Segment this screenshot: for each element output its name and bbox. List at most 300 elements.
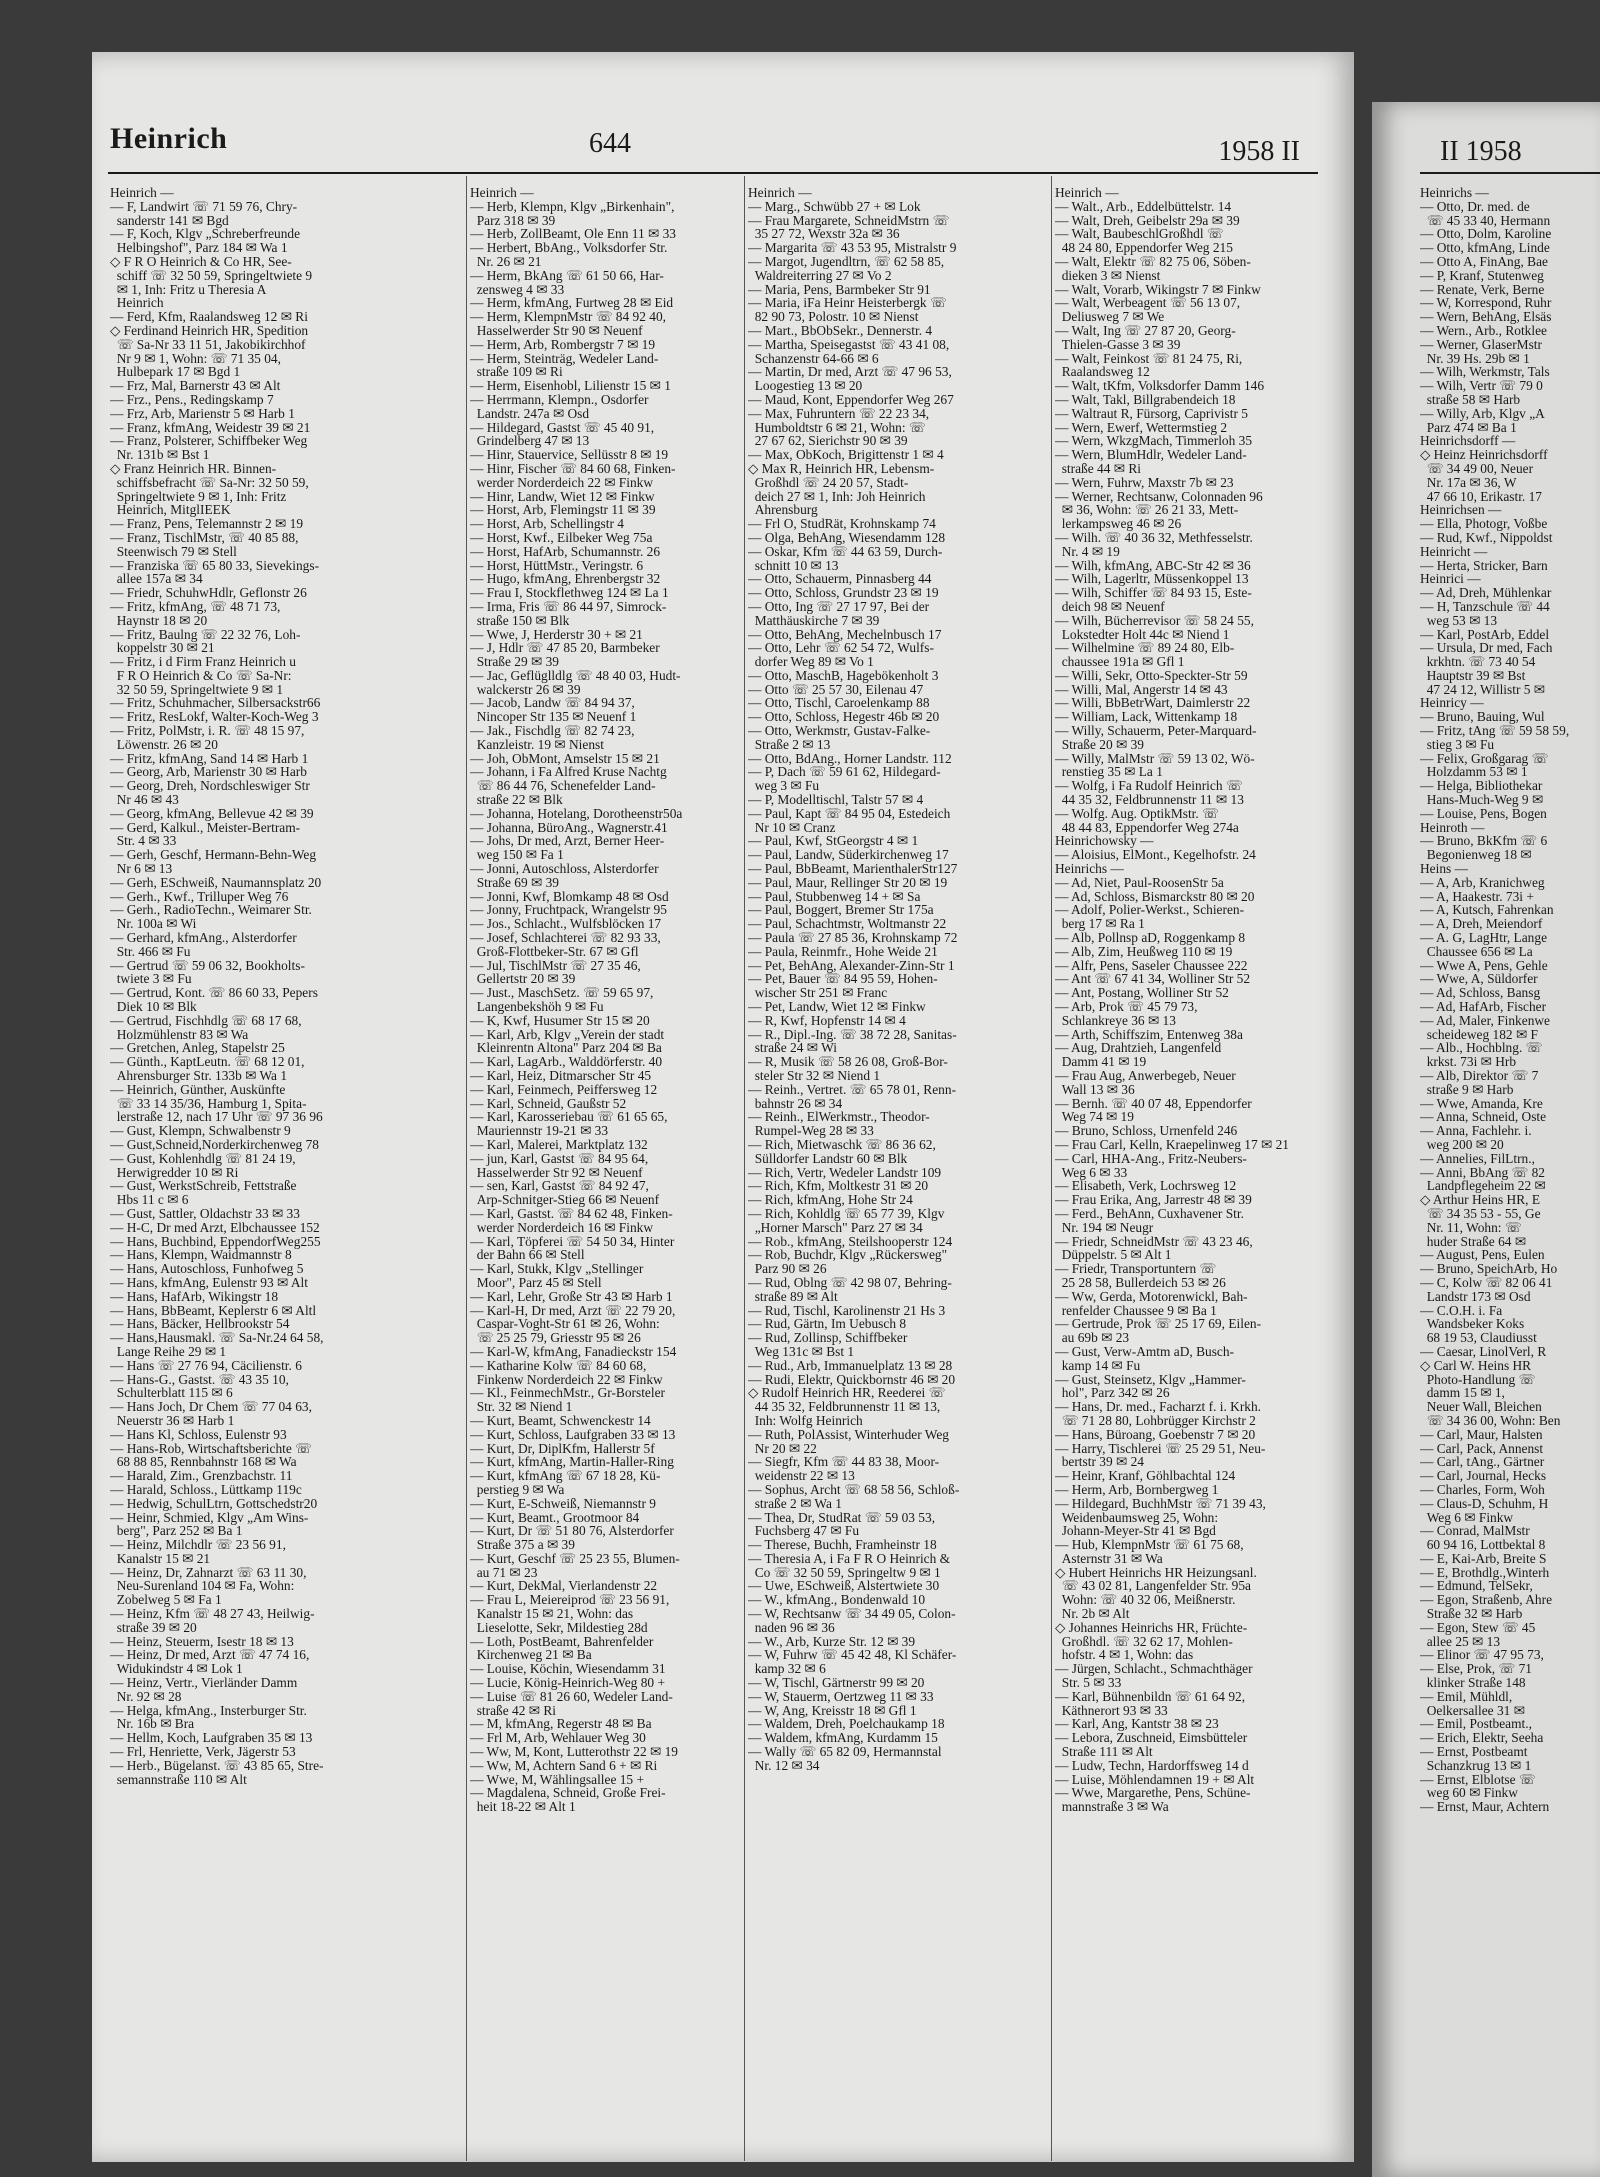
directory-entry-line: — Wern, Fuhrw, Maxstr 7b ✉ 23 — [1055, 474, 1234, 490]
directory-entry-line: — Günth., KaptLeutn. ☏ 68 12 01, — [110, 1054, 305, 1070]
directory-entry-line: naden 96 ✉ 36 — [748, 1619, 835, 1635]
directory-entry-line: — Uwe, ESchweiß, Alstertwiete 30 — [748, 1578, 940, 1594]
directory-entry-line: — Wilhelmine ☏ 89 24 80, Elb- — [1055, 640, 1235, 656]
directory-entry-line: — Wilh. ☏ 40 36 32, Methfesselstr. — [1055, 529, 1253, 545]
directory-entry-line: — Carl, Maur, Halsten — [1420, 1426, 1543, 1442]
directory-entry-line: schiffsbefracht ☏ Sa-Nr: 32 50 59, — [110, 474, 309, 490]
directory-entry-line: — Gerd, Kalkul., Meister-Bertram- — [110, 819, 301, 835]
directory-entry-line: — Walt, BaubeschlGroßhdl ☏ — [1055, 226, 1224, 242]
directory-entry-line: — Karl-W, kfmAng, Fanadieckstr 154 — [470, 1343, 677, 1359]
directory-entry-line: Heinroth — — [1420, 819, 1485, 835]
directory-entry-line: au 69b ✉ 23 — [1055, 1330, 1130, 1346]
directory-entry-line: — Hans, kfmAng, Eulenstr 93 ✉ Alt — [110, 1274, 308, 1290]
directory-entry-line: — Fritz, kfmAng, Sand 14 ✉ Harb 1 — [110, 750, 309, 766]
directory-entry-line: straße 39 ✉ 20 — [110, 1619, 197, 1635]
directory-entry-line: Heinrichowsky — — [1055, 833, 1154, 849]
directory-entry-line: Holzdamm 53 ✉ 1 — [1420, 764, 1528, 780]
directory-entry-line: Heinrich — — [110, 186, 174, 200]
directory-entry-line: — Paul, Landw, Süderkirchenweg 17 — [748, 847, 949, 863]
directory-entry-line: — Just., MaschSetz. ☏ 59 65 97, — [470, 985, 654, 1001]
directory-entry-line: — Rich, Kfm, Moltkestr 31 ✉ 20 — [748, 1178, 929, 1194]
directory-entry-line: — Walt, Feinkost ☏ 81 24 75, Ri, — [1055, 350, 1243, 366]
directory-entry-line: — Lucie, König-Heinrich-Weg 80 + — [470, 1675, 666, 1691]
page-number: 644 — [589, 128, 631, 159]
directory-entry-line: Parz 474 ✉ Ba 1 — [1420, 419, 1517, 435]
directory-entry-line: Nr 20 ✉ 22 — [748, 1440, 817, 1456]
directory-entry-line: — Hellm, Koch, Laufgraben 35 ✉ 13 — [110, 1730, 313, 1746]
directory-entry-line: — Gertrud, Fischhdlg ☏ 68 17 68, — [110, 1012, 302, 1028]
directory-entry-line: Wandsbeker Koks — [1420, 1316, 1525, 1332]
directory-entry-line: ☏ 43 02 81, Langenfelder Str. 95a — [1055, 1578, 1251, 1594]
directory-entry-line: — W, Stauerm, Oertzweg 11 ✉ 33 — [748, 1688, 934, 1704]
directory-entry-line: koppelstr 30 ✉ 21 — [110, 640, 215, 656]
directory-entry-line: — P, Kranf, Stutenweg — [1420, 267, 1544, 283]
directory-entry-line: Schulterblatt 115 ✉ 6 — [110, 1385, 233, 1401]
directory-entry-line: deich 27 ✉ 1, Inh: Joh Heinrich — [748, 488, 926, 504]
directory-entry-line: — Wwe, A, Süldorfer — [1420, 971, 1538, 987]
directory-entry-line: — Heinz, Kfm ☏ 48 27 43, Heilwig- — [110, 1606, 315, 1622]
right-page-year: II 1958 — [1440, 136, 1522, 167]
directory-entry-line: Chaussee 656 ✉ La — [1420, 943, 1533, 959]
directory-entry-line: Schanzenstr 64-66 ✉ 6 — [748, 350, 879, 366]
directory-entry-line: — Wwe, Margarethe, Pens, Schüne- — [1055, 1785, 1251, 1801]
directory-entry-line: — Rud, Kwf., Nippoldst — [1420, 529, 1553, 545]
directory-entry-line: — Kurt, DekMal, Vierlandenstr 22 — [470, 1578, 658, 1594]
directory-entry-line: Zobelweg 5 ✉ Fa 1 — [110, 1592, 222, 1608]
directory-entry-line: — Anna, Fachlehr. i. — [1420, 1123, 1532, 1139]
directory-entry-line: Parz 90 ✉ 26 — [748, 1261, 827, 1277]
directory-entry-line: Heinrichs — — [1055, 861, 1124, 877]
directory-entry-line: — Wilh, Schiffer ☏ 84 93 15, Este- — [1055, 585, 1252, 601]
directory-entry-line: — Wilh, Werkmstr, Tals — [1420, 364, 1550, 380]
directory-entry-line: Nr. 39 Hs. 29b ✉ 1 — [1420, 350, 1530, 366]
directory-entry-line: — Bruno, SpeichArb, Ho — [1420, 1261, 1558, 1277]
directory-entry-line: — Kurt, Dr, DiplKfm, Hallerstr 5f — [470, 1440, 655, 1456]
directory-entry-line: — Carl, tAng., Gärtner — [1420, 1454, 1545, 1470]
directory-entry-line: — Hans,Hausmakl. ☏ Sa-Nr.24 64 58, — [110, 1330, 324, 1346]
directory-entry-line: — Karl, Karosseriebau ☏ 61 65 65, — [470, 1109, 668, 1125]
directory-entry-line: Lokstedter Holt 44c ✉ Niend 1 — [1055, 626, 1230, 642]
directory-entry-line: — Hans Kl, Schloss, Eulenstr 93 — [110, 1426, 287, 1442]
directory-entry-line: — Ad, Niet, Paul-RoosenStr 5a — [1055, 874, 1224, 890]
directory-entry-line: — Aug, Drahtzieh, Langenfeld — [1055, 1040, 1222, 1056]
directory-entry-line: — Alb, Zim, Heußweg 110 ✉ 19 — [1055, 943, 1233, 959]
directory-entry-line: — Hugo, kfmAng, Ehrenbergstr 32 — [470, 571, 661, 587]
directory-entry-line: — Kurt, Beamt, Schwenckestr 14 — [470, 1412, 651, 1428]
directory-entry-line: 82 90 73, Polostr. 10 ✉ Nienst — [748, 309, 919, 325]
directory-entry-line: ◇ Hubert Heinrichs HR Heizungsanl. — [1055, 1564, 1257, 1580]
directory-entry-line: Straße 375 a ✉ 39 — [470, 1537, 575, 1553]
directory-entry-line: — Kurt, Dr ☏ 51 80 76, Alsterdorfer — [470, 1523, 674, 1539]
directory-entry-line: Großhdl. ☏ 32 62 17, Mohlen- — [1055, 1633, 1233, 1649]
directory-entry-line: — Paul, Kapt ☏ 84 95 04, Estedeich — [748, 805, 951, 821]
directory-entry-line: twiete 3 ✉ Fu — [110, 971, 192, 987]
directory-entry-line: Damm 41 ✉ 19 — [1055, 1054, 1147, 1070]
directory-entry-line: — Sophus, Archt ☏ 68 58 56, Schloß- — [748, 1481, 960, 1497]
directory-entry-line: — Mart., BbObSekr., Dennerstr. 4 — [748, 322, 933, 338]
directory-entry-line: — Pet, Bauer ☏ 84 95 59, Hohen- — [748, 971, 938, 987]
page-title: Heinrich — [110, 122, 228, 155]
directory-entry-line: — Ant ☏ 67 41 34, Wolliner Str 52 — [1055, 971, 1251, 987]
directory-entry-line: — Thea, Dr, StudRat ☏ 59 03 53, — [748, 1509, 936, 1525]
directory-entry-line: — P, Modelltischl, Talstr 57 ✉ 4 — [748, 792, 924, 808]
directory-entry-line: — Georg, Dreh, Nordschleswiger Str — [110, 778, 310, 794]
directory-entry-line: — Hans-G., Gastst. ☏ 43 35 10, — [110, 1371, 289, 1387]
directory-entry-line: — Wwe, Amanda, Kre — [1420, 1095, 1543, 1111]
directory-entry-line: — William, Lack, Wittenkamp 18 — [1055, 709, 1238, 725]
directory-entry-line: — P, Dach ☏ 59 61 62, Hildegard- — [748, 764, 941, 780]
directory-entry-line: Hans-Much-Weg 9 ✉ — [1420, 792, 1544, 808]
directory-entry-line: berg", Parz 252 ✉ Ba 1 — [110, 1523, 243, 1539]
directory-entry-line: straße 42 ✉ Ri — [470, 1702, 556, 1718]
directory-entry-line: ◇ Franz Heinrich HR. Binnen- — [110, 460, 277, 476]
directory-entry-line: — Rich, Vertr, Wedeler Landstr 109 — [748, 1164, 942, 1180]
directory-entry-line: — Herm, Eisenhobl, Lilienstr 15 ✉ 1 — [470, 378, 671, 394]
directory-entry-line: — August, Pens, Eulen — [1420, 1247, 1545, 1263]
directory-entry-line: Matthäuskirche 7 ✉ 39 — [748, 612, 880, 628]
directory-entry-line: — Fritz, Baulng ☏ 22 32 76, Loh- — [110, 626, 301, 642]
directory-entry-line: — Frl, Henriette, Verk, Jägerstr 53 — [110, 1744, 296, 1760]
directory-entry-line: Begonienweg 18 ✉ — [1420, 847, 1532, 863]
directory-entry-line: — Johanna, Hotelang, Dorotheenstr50a — [470, 805, 683, 821]
directory-entry-line: — Otto A, FinAng, Bae — [1420, 253, 1548, 269]
directory-entry-line: — Fritz, Schuhmacher, Silbersackstr66 — [110, 695, 321, 711]
directory-entry-line: — Caesar, LinolVerl, R — [1420, 1343, 1547, 1359]
directory-entry-line: Löwenstr. 26 ✉ 20 — [110, 736, 218, 752]
directory-entry-line: — Paul, Maur, Rellinger Str 20 ✉ 19 — [748, 874, 948, 890]
directory-entry-line: Nr 9 ✉ 1, Wohn: ☏ 71 35 04, — [110, 350, 281, 366]
directory-entry-line: sanderstr 141 ✉ Bgd — [110, 212, 229, 228]
directory-entry-line: — Ernst, Postbeamt — [1420, 1744, 1528, 1760]
directory-entry-line: — Frau I, Stockflethweg 124 ✉ La 1 — [470, 585, 669, 601]
directory-entry-line: — F, Landwirt ☏ 71 59 76, Chry- — [110, 198, 298, 214]
directory-entry-line: — Walt, tKfm, Volksdorfer Damm 146 — [1055, 378, 1265, 394]
directory-entry-line: allee 25 ✉ 13 — [1420, 1633, 1501, 1649]
directory-entry-line: ◇ Johannes Heinrichs HR, Früchte- — [1055, 1619, 1248, 1635]
directory-entry-line: — Hub, KlempnMstr ☏ 61 75 68, — [1055, 1537, 1244, 1553]
directory-entry-line: ☏ 34 35 53 - 55, Ge — [1420, 1205, 1541, 1221]
directory-entry-line: — Frl M, Arb, Wehlauer Weg 30 — [470, 1730, 646, 1746]
directory-entry-line: — Fritz, i d Firm Franz Heinrich u — [110, 654, 296, 670]
directory-entry-line: Käthnerort 93 ✉ 33 — [1055, 1702, 1168, 1718]
directory-entry-line: — Margarita ☏ 43 53 95, Mistralstr 9 — [748, 240, 957, 256]
directory-entry-line: — Herm, BkAng ☏ 61 50 66, Har- — [470, 267, 664, 283]
directory-entry-line: Ahrensburg — [748, 502, 818, 518]
directory-entry-line: — Herb, ZollBeamt, Ole Enn 11 ✉ 33 — [470, 226, 676, 242]
directory-entry-line: — W., kfmAng., Bondenwald 10 — [748, 1592, 926, 1608]
directory-entry-line: — Willi, BbBetrWart, Daimlerstr 22 — [1055, 695, 1251, 711]
directory-entry-line: Nr. 4 ✉ 19 — [1055, 543, 1120, 559]
directory-entry-line: ◇ Ferdinand Heinrich HR, Spedition — [110, 322, 309, 338]
directory-entry-line: Hauptstr 39 ✉ Bst — [1420, 667, 1526, 683]
directory-entry-line: — Hans, HafArb, Wikingstr 18 — [110, 1288, 279, 1304]
directory-entry-line: krkhtn. ☏ 73 40 54 — [1420, 654, 1536, 670]
directory-entry-line: — Harald, Zim., Grenzbachstr. 11 — [110, 1468, 293, 1484]
directory-entry-line: semannstraße 110 ✉ Alt — [110, 1771, 247, 1787]
directory-entry-line: — Herrmann, Klempn., Osdorfer — [470, 391, 649, 407]
directory-entry-line: — Johs, Dr med, Arzt, Berner Heer- — [470, 833, 665, 849]
directory-entry-line: renstieg 35 ✉ La 1 — [1055, 764, 1163, 780]
directory-entry-line: — Johann, i Fa Alfred Kruse Nachtg — [470, 764, 667, 780]
directory-entry-line: — Gerh, Geschf, Hermann-Behn-Weg — [110, 847, 317, 863]
directory-entry-line: — Hildegard, BuchhMstr ☏ 71 39 43, — [1055, 1495, 1266, 1511]
directory-entry-line: — Heinz, Milchdlr ☏ 23 56 91, — [110, 1537, 286, 1553]
directory-entry-line: — Waldem, Dreh, Poelchaukamp 18 — [748, 1716, 945, 1732]
directory-entry-line: — Ursula, Dr med, Fach — [1420, 640, 1553, 656]
directory-entry-line: — Heinz, Dr, Zahnarzt ☏ 63 11 30, — [110, 1564, 307, 1580]
directory-entry-line: — Walt, Dreh, Geibelstr 29a ✉ 39 — [1055, 212, 1240, 228]
directory-entry-line: Straße 29 ✉ 39 — [470, 654, 559, 670]
directory-entry-line: — Adolf, Polier-Werkst., Schieren- — [1055, 902, 1245, 918]
directory-entry-line: straße 9 ✉ Harb — [1420, 1081, 1514, 1097]
directory-entry-line: — Gust, WerkstSchreib, Fettstraße — [110, 1178, 297, 1194]
directory-entry-line: — Reinh., ElWerkmstr., Theodor- — [748, 1109, 930, 1125]
directory-entry-line: — Elinor ☏ 47 95 73, — [1420, 1647, 1544, 1663]
directory-entry-line: Sülldorfer Landstr 60 ✉ Blk — [748, 1150, 908, 1166]
directory-entry-line: Parz 318 ✉ 39 — [470, 212, 556, 228]
directory-entry-line: Straße 2 ✉ 13 — [748, 736, 831, 752]
directory-entry-line: — Maria, iFa Heinr Heisterbergk ☏ — [748, 295, 947, 311]
directory-entry-line: — Kurt, E-Schweiß, Niemannstr 9 — [470, 1495, 656, 1511]
directory-entry-line: — Jürgen, Schlacht., Schmachthäger — [1055, 1661, 1253, 1677]
directory-entry-line: allee 157a ✉ 34 — [110, 571, 203, 587]
directory-entry-line: — Annelies, FilLtrn., — [1420, 1150, 1539, 1166]
directory-entry-line: — Hans-Rob, Wirtschaftsberichte ☏ — [110, 1440, 312, 1456]
directory-entry-line: — Gust, Klempn, Schwalbenstr 9 — [110, 1123, 291, 1139]
directory-entry-line: Hasselwerder Str 90 ✉ Neuenf — [470, 322, 643, 338]
directory-entry-line: — Werner, GlaserMstr — [1420, 336, 1542, 352]
directory-entry-line: — Gertrud, Kont. ☏ 86 60 33, Pepers — [110, 985, 318, 1001]
directory-entry-line: Ahrensburger Str. 133b ✉ Wa 1 — [110, 1068, 288, 1083]
directory-entry-line: ☏ 86 44 76, Schenefelder Land- — [470, 778, 656, 794]
directory-entry-line: steler Str 32 ✉ Niend 1 — [748, 1068, 881, 1083]
directory-entry-line: Holzmühlenstr 83 ✉ Wa — [110, 1026, 249, 1042]
directory-column-1 — [110, 186, 460, 2161]
directory-entry-line: straße 2 ✉ Wa 1 — [748, 1495, 842, 1511]
directory-entry-line: — Wern, Ewerf, Wettermstieg 2 — [1055, 419, 1228, 435]
directory-entry-line: — Herm, Arb, Rombergstr 7 ✉ 19 — [470, 336, 656, 352]
directory-entry-line: — Paula, Reinmfr., Hohe Weide 21 — [748, 943, 938, 959]
directory-entry-line: — Kurt, kfmAng ☏ 67 18 28, Kü- — [470, 1468, 661, 1484]
directory-entry-line: straße 44 ✉ Ri — [1055, 460, 1141, 476]
directory-entry-line: Heins — — [1420, 861, 1468, 877]
directory-entry-line: ◇ F R O Heinrich & Co HR, See- — [110, 253, 292, 269]
directory-entry-line: — Egon, Straßenb, Ahre — [1420, 1592, 1553, 1608]
directory-entry-line: — Gerh., Kwf., Trilluper Weg 76 — [110, 888, 289, 904]
directory-entry-line: — Karl-H, Dr med, Arzt ☏ 22 79 20, — [470, 1302, 676, 1318]
directory-entry-line: — Carl, Journal, Hecks — [1420, 1468, 1547, 1484]
directory-entry-line: Lange Reihe 29 ✉ 1 — [110, 1343, 227, 1359]
directory-entry-line: — Hans, Klempn, Waidmannstr 8 — [110, 1247, 292, 1263]
directory-entry-line: — Franziska ☏ 65 80 33, Sievekings- — [110, 557, 320, 573]
directory-entry-line: — Kurt, kfmAng, Martin-Haller-Ring — [470, 1454, 674, 1470]
directory-entry-line: ☏ 34 36 00, Wohn: Ben — [1420, 1412, 1561, 1428]
directory-entry-line: Großhdl ☏ 24 20 57, Stadt- — [748, 474, 909, 490]
directory-entry-line: Hbs 11 c ✉ 6 — [110, 1192, 189, 1208]
directory-entry-line: — Helga, Bibliothekar — [1420, 778, 1543, 794]
directory-entry-line: Landstr 173 ✉ Osd — [1420, 1288, 1531, 1304]
directory-entry-line: — A, Dreh, Meiendorf — [1420, 916, 1543, 932]
column-divider — [466, 176, 467, 2161]
directory-entry-line: — A. G, LagHtr, Lange — [1420, 930, 1548, 946]
directory-entry-line: Humboldtstr 6 ✉ 21, Wohn: ☏ — [748, 419, 926, 435]
directory-entry-line: — Ella, Photogr, Voßbe — [1420, 516, 1548, 532]
directory-entry-line: Hasselwerder Str 92 ✉ Neuenf — [470, 1164, 643, 1180]
directory-entry-line: Inh: Wolfg Heinrich — [748, 1412, 863, 1428]
directory-entry-line: — Frau Erika, Ang, Jarrestr 48 ✉ 39 — [1055, 1192, 1252, 1208]
directory-entry-line: — Franz, Polsterer, Schiffbeker Weg — [110, 433, 308, 449]
directory-entry-line: — Gerhard, kfmAng., Alsterdorfer — [110, 930, 297, 946]
directory-entry-line: — W., Arb, Kurze Str. 12 ✉ 39 — [748, 1633, 916, 1649]
directory-entry-line: ◇ Rudolf Heinrich HR, Reederei ☏ — [748, 1385, 946, 1401]
directory-entry-line: — Kurt, Schloss, Laufgraben 33 ✉ 13 — [470, 1426, 676, 1442]
directory-entry-line: — Karl, LagArb., Walddörferstr. 40 — [470, 1054, 663, 1070]
directory-entry-line: Lieselotte, Sekr, Mildestieg 28d — [470, 1619, 648, 1635]
directory-entry-line: — Pet, BehAng, Alexander-Zinn-Str 1 — [748, 957, 955, 973]
directory-entry-line: Heinrich — — [470, 186, 534, 200]
directory-entry-line: bertstr 39 ✉ 24 — [1055, 1454, 1144, 1470]
directory-entry-line: 32 50 59, Springeltwiete 9 ✉ 1 — [110, 681, 284, 697]
directory-entry-line: 60 94 16, Lottbektal 8 — [1420, 1537, 1546, 1553]
directory-entry-line: perstieg 9 ✉ Wa — [470, 1481, 565, 1497]
directory-entry-line: — Walt, Vorarb, Wikingstr 7 ✉ Finkw — [1055, 281, 1261, 297]
directory-entry-line: — Alb, Pollnsp aD, Roggenkamp 8 — [1055, 930, 1246, 946]
directory-entry-line: Kleinrentn Altona" Parz 204 ✉ Ba — [470, 1040, 662, 1056]
directory-entry-line: — Walt, Takl, Billgrabendeich 18 — [1055, 391, 1236, 407]
directory-entry-line: heit 18-22 ✉ Alt 1 — [470, 1799, 576, 1815]
directory-entry-line: — Therese, Buchh, Framheinstr 18 — [748, 1537, 937, 1553]
directory-entry-line: — Franz, TischlMstr, ☏ 40 85 88, — [110, 529, 299, 545]
directory-entry-line: — Otto, Schauerm, Pinnasberg 44 — [748, 571, 932, 587]
directory-entry-line: — Wilh, Vertr ☏ 79 0 — [1420, 378, 1543, 394]
directory-entry-line: ◇ Carl W. Heins HR — [1420, 1357, 1532, 1373]
directory-entry-line: weg 150 ✉ Fa 1 — [470, 847, 564, 863]
directory-entry-line: — Hans, Büroang, Goebenstr 7 ✉ 20 — [1055, 1426, 1256, 1442]
directory-entry-line: Raalandsweg 12 — [1055, 364, 1150, 380]
directory-entry-line: ☏ 33 14 35/36, Hamburg 1, Spita- — [110, 1095, 307, 1111]
directory-entry-line: — sen, Karl, Gastst ☏ 84 92 47, — [470, 1178, 649, 1194]
directory-entry-line: werder Norderdeich 16 ✉ Finkw — [470, 1219, 654, 1235]
directory-entry-line: — Otto, Ing ☏ 27 17 97, Bei der — [748, 598, 930, 614]
directory-entry-line: Weg 6 ✉ 33 — [1055, 1164, 1128, 1180]
directory-entry-line: scheideweg 182 ✉ F — [1420, 1026, 1538, 1042]
directory-entry-line: — Karl, Arb, Klgv „Verein der stadt — [470, 1026, 665, 1042]
directory-entry-line: — Jak., Fischdlg ☏ 82 74 23, — [470, 723, 635, 739]
directory-entry-line: — Paul, Kwf, StGeorgstr 4 ✉ 1 — [748, 833, 919, 849]
column-divider — [1051, 176, 1052, 2161]
directory-entry-line: ☏ 45 33 40, Hermann — [1420, 212, 1551, 228]
directory-entry-line: — Herm, kfmAng, Furtweg 28 ✉ Eid — [470, 295, 674, 311]
directory-entry-line: — W, Fuhrw ☏ 45 42 48, Kl Schäfer- — [748, 1647, 957, 1663]
directory-entry-line: — Bruno, Bauing, Wul — [1420, 709, 1545, 725]
directory-entry-line: Str. 466 ✉ Fu — [110, 943, 191, 959]
directory-entry-line: Grindelberg 47 ✉ 13 — [470, 433, 590, 449]
directory-entry-line: — Hans, Buchbind, EppendorfWeg255 — [110, 1233, 321, 1249]
directory-entry-line: — Ant, Postang, Wolliner Str 52 — [1055, 985, 1229, 1001]
right-page-column — [1420, 186, 1600, 2161]
directory-entry-line: 47 66 10, Erikastr. 17 — [1420, 488, 1543, 504]
right-header-rule — [1420, 172, 1600, 174]
directory-entry-line: Thielen-Gasse 3 ✉ 39 — [1055, 336, 1181, 352]
directory-entry-line: — Rud., Arb, Immanuelplatz 13 ✉ 28 — [748, 1357, 953, 1373]
directory-entry-line: — Paula ☏ 27 85 36, Krohnskamp 72 — [748, 930, 958, 946]
directory-entry-line: — Rud, Zollinsp, Schiffbeker — [748, 1330, 908, 1346]
directory-entry-line: — Franz, Pens, Telemannstr 2 ✉ 19 — [110, 516, 304, 532]
directory-entry-line: Nr. 100a ✉ Wi — [110, 916, 197, 932]
directory-entry-line: weidenstr 22 ✉ 13 — [748, 1468, 855, 1484]
directory-entry-line: — Harry, Tischlerei ☏ 25 29 51, Neu- — [1055, 1440, 1266, 1456]
directory-entry-line: — Horst, Arb, Schellingstr 4 — [470, 516, 624, 532]
directory-entry-line: — Harald, Schloss., Lüttkamp 119c — [110, 1481, 302, 1497]
directory-entry-line: — Frau Margarete, SchneidMstrn ☏ — [748, 212, 950, 228]
directory-entry-line: Weidenbaumsweg 25, Wohn: — [1055, 1509, 1219, 1525]
directory-entry-line: — Jul, TischlMstr ☏ 27 35 46, — [470, 957, 641, 973]
directory-entry-line: Kanalstr 15 ✉ 21 — [110, 1550, 211, 1566]
directory-entry-line: Heinrich, MitglIEEK — [110, 502, 231, 518]
directory-entry-line: — Rich, Mietwaschk ☏ 86 36 62, — [748, 1136, 936, 1152]
directory-entry-line: — W, Tischl, Gärtnerstr 99 ✉ 20 — [748, 1675, 925, 1691]
directory-entry-line: — Hans, BbBeamt, Keplerstr 6 ✉ Altl — [110, 1302, 317, 1318]
directory-entry-line: — Otto, Schloss, Grundstr 23 ✉ 19 — [748, 585, 939, 601]
directory-entry-line: 44 35 32, Feldbrunnenstr 11 ✉ 13, — [748, 1399, 941, 1415]
directory-entry-line: renfelder Chaussee 9 ✉ Ba 1 — [1055, 1302, 1217, 1318]
directory-entry-line: — Felix, Großgarag ☏ — [1420, 750, 1549, 766]
directory-entry-line: 68 19 53, Claudiusst — [1420, 1330, 1537, 1346]
directory-entry-line: — Waldem, kfmAng, Kurdamm 15 — [748, 1730, 938, 1746]
directory-entry-line: — Renate, Verk, Berne — [1420, 281, 1545, 297]
directory-entry-line: ✉ 1, Inh: Fritz u Theresia A — [110, 281, 267, 297]
directory-entry-line: — Rud, Oblng ☏ 42 98 07, Behring- — [748, 1274, 952, 1290]
directory-entry-line: — Horst, HafArb, Schumannstr. 26 — [470, 543, 661, 559]
directory-entry-line: — Wilh, Lagerltr, Müssenkoppel 13 — [1055, 571, 1249, 587]
directory-entry-line: — Max, ObKoch, Brigittenstr 1 ✉ 4 — [748, 447, 944, 463]
directory-entry-line: — Hinr, Landw, Wiet 12 ✉ Finkw — [470, 488, 655, 504]
directory-entry-line: Schlankreye 36 ✉ 13 — [1055, 1012, 1176, 1028]
directory-entry-line: — Siegfr, Kfm ☏ 44 83 38, Moor- — [748, 1454, 940, 1470]
directory-entry-line: 68 88 85, Rennbahnstr 168 ✉ Wa — [110, 1454, 297, 1470]
directory-entry-line: Rumpel-Weg 28 ✉ 33 — [748, 1123, 874, 1139]
directory-entry-line: Johann-Meyer-Str 41 ✉ Bgd — [1055, 1523, 1216, 1539]
directory-entry-line: 27 67 62, Sierichstr 90 ✉ 39 — [748, 433, 908, 449]
directory-entry-line: — E, Kai-Arb, Breite S — [1420, 1550, 1547, 1566]
directory-entry-line: — Karl, Bühnenbildn ☏ 61 64 92, — [1055, 1688, 1246, 1704]
directory-entry-line: walckerstr 26 ✉ 39 — [470, 681, 581, 697]
directory-entry-line: Heinrichs — — [1420, 186, 1489, 200]
directory-entry-line: straße 109 ✉ Ri — [470, 364, 563, 380]
directory-entry-line: Heinrich — — [748, 186, 812, 200]
directory-entry-line: — Rud, Gärtn, Im Uebusch 8 — [748, 1316, 907, 1332]
directory-entry-line: Straße 111 ✉ Alt — [1055, 1744, 1153, 1760]
directory-entry-line: — Carl, Pack, Annenst — [1420, 1440, 1544, 1456]
directory-entry-line: schiff ☏ 32 50 59, Springeltwiete 9 — [110, 267, 313, 283]
directory-entry-line: — Luise ☏ 81 26 60, Wedeler Land- — [470, 1688, 673, 1704]
directory-entry-line: Moor", Parz 45 ✉ Stell — [470, 1274, 602, 1290]
directory-entry-line: — Louise, Pens, Bogen — [1420, 805, 1547, 821]
directory-entry-line: — Alb., Hochblng. ☏ — [1420, 1040, 1543, 1056]
directory-entry-line: — Fritz, ResLokf, Walter-Koch-Weg 3 — [110, 709, 319, 725]
directory-entry-line: — Herta, Stricker, Barn — [1420, 557, 1548, 573]
directory-entry-line: — Fritz, kfmAng, ☏ 48 71 73, — [110, 598, 281, 614]
directory-entry-line: Heinrich — [110, 295, 164, 311]
directory-entry-line: — Otto, Dolm, Karoline — [1420, 226, 1552, 242]
directory-entry-line: — Kurt, Geschf ☏ 25 23 55, Blumen- — [470, 1550, 680, 1566]
directory-entry-line: — Gust,Schneid,Norderkirchenweg 78 — [110, 1136, 319, 1152]
directory-entry-line: — Frl O, StudRät, Krohnskamp 74 — [748, 516, 936, 532]
directory-entry-line: — Lebora, Zuschneid, Eimsbütteler — [1055, 1730, 1248, 1746]
directory-entry-line: — Ww, Gerda, Motorenwickl, Bah- — [1055, 1288, 1248, 1304]
directory-entry-line: Gellertstr 20 ✉ 39 — [470, 971, 576, 987]
directory-entry-line: — Fritz, tAng ☏ 59 58 59, — [1420, 723, 1570, 739]
